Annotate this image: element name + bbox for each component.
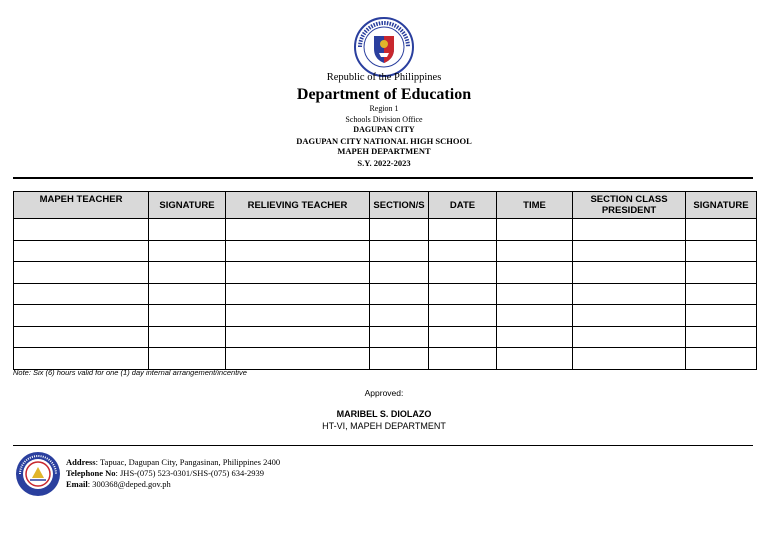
table-cell [14, 240, 149, 262]
table-cell [429, 326, 497, 348]
table-cell [226, 283, 370, 305]
table-cell [686, 348, 757, 370]
footer-divider [13, 445, 753, 446]
table-cell [14, 326, 149, 348]
table-cell [573, 240, 686, 262]
table-cell [14, 219, 149, 241]
table-cell [573, 219, 686, 241]
table-cell [429, 262, 497, 284]
table-cell [226, 262, 370, 284]
table-cell [370, 240, 429, 262]
relief-log-table [13, 191, 757, 370]
table-cell [149, 283, 226, 305]
col-header-date: DATE [429, 192, 497, 219]
region-line: Region 1 [369, 104, 399, 113]
table-cell [226, 240, 370, 262]
table-cell [497, 283, 573, 305]
department-unit: MAPEH DEPARTMENT [337, 146, 431, 156]
table-row [14, 283, 757, 305]
table-cell [14, 283, 149, 305]
col-header-class-president: SECTION CLASS PRESIDENT [573, 192, 686, 219]
table-cell [573, 262, 686, 284]
footer-address: Address: Tapuac, Dagupan City, Pangasinan, Philippines 2400 [66, 457, 281, 467]
table-cell [149, 305, 226, 327]
validity-note: Note: Six (6) hours valid for one (1) day internal arrangement/incentive [13, 368, 247, 377]
table-cell [573, 348, 686, 370]
table-cell [497, 326, 573, 348]
table-cell [573, 326, 686, 348]
table-cell [370, 305, 429, 327]
col-header-time: TIME [497, 192, 573, 219]
table-cell [149, 240, 226, 262]
table-cell [686, 219, 757, 241]
footer-telephone: Telephone No: JHS-(075) 523-0301/SHS-(075) 634-2939 [66, 468, 265, 478]
department-title: Department of Education [296, 86, 472, 103]
table-cell [686, 305, 757, 327]
table-cell [573, 305, 686, 327]
approver-name: MARIBEL S. DIOLAZO [336, 409, 432, 419]
table-row [14, 326, 757, 348]
deped-seal-logo [354, 17, 414, 77]
table-cell [497, 348, 573, 370]
table-cell [226, 326, 370, 348]
table-row [14, 262, 757, 284]
table-row [14, 219, 757, 241]
col-header-president-signature: SIGNATURE [686, 192, 757, 219]
table-cell [370, 262, 429, 284]
table-cell [497, 262, 573, 284]
table-cell [370, 348, 429, 370]
table-cell [497, 305, 573, 327]
table-row [14, 348, 757, 370]
table-cell [226, 348, 370, 370]
table-row [14, 240, 757, 262]
table-cell [429, 348, 497, 370]
table-cell [573, 283, 686, 305]
table-cell [686, 262, 757, 284]
table-cell [149, 326, 226, 348]
table-cell [497, 219, 573, 241]
table-cell [149, 262, 226, 284]
school-seal-logo [15, 451, 61, 497]
school-year: S.Y. 2022-2023 [357, 158, 411, 168]
header-divider [13, 177, 753, 179]
table-cell [429, 283, 497, 305]
col-header-sections: SECTION/S [370, 192, 429, 219]
col-header-signature: SIGNATURE [149, 192, 226, 219]
col-header-mapeh-teacher: MAPEH TEACHER [14, 192, 149, 219]
table-cell [226, 305, 370, 327]
table-cell [429, 240, 497, 262]
school-name: DAGUPAN CITY NATIONAL HIGH SCHOOL [296, 136, 472, 146]
table-cell [686, 326, 757, 348]
table-cell [14, 305, 149, 327]
table-cell [686, 283, 757, 305]
approved-label: Approved: [364, 388, 404, 398]
table-cell [370, 326, 429, 348]
footer-email: Email: 300368@deped.gov.ph [66, 479, 171, 489]
table-cell [497, 240, 573, 262]
table-cell [149, 348, 226, 370]
table-cell [370, 283, 429, 305]
republic-line: Republic of the Philippines [326, 72, 442, 83]
table-cell [149, 219, 226, 241]
table-cell [370, 219, 429, 241]
city-line: DAGUPAN CITY [353, 125, 415, 134]
approver-title: HT-VI, MAPEH DEPARTMENT [322, 421, 446, 431]
table-cell [14, 348, 149, 370]
table-row [14, 305, 757, 327]
table-header-row [14, 192, 757, 219]
table-cell [686, 240, 757, 262]
table-cell [429, 305, 497, 327]
table-cell [226, 219, 370, 241]
col-header-relieving-teacher: RELIEVING TEACHER [226, 192, 370, 219]
table-cell [429, 219, 497, 241]
table-cell [14, 262, 149, 284]
division-office-line: Schools Division Office [345, 115, 423, 124]
